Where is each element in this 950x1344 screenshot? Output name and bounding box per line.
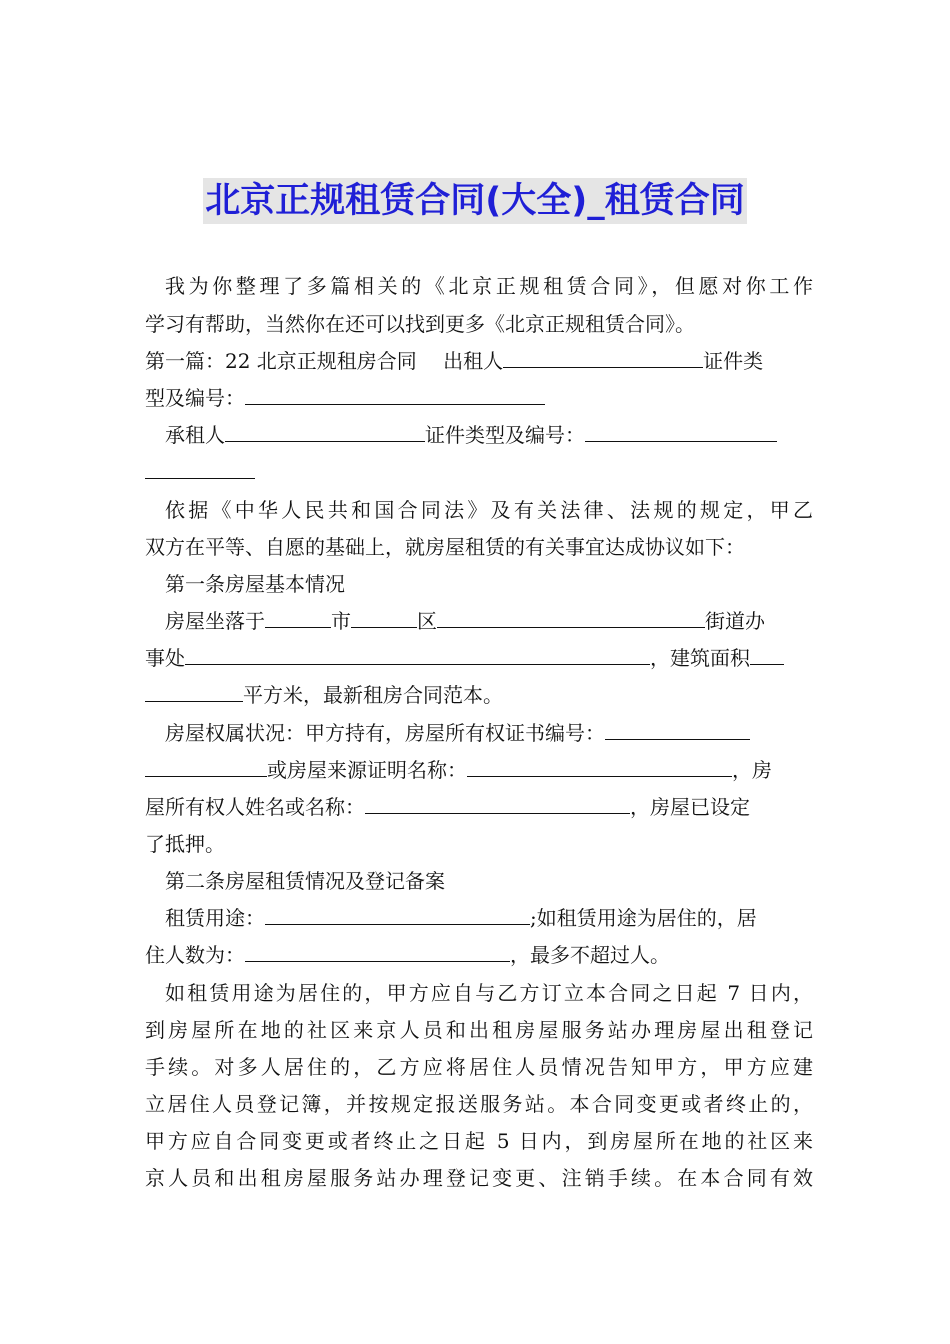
blank-cert-no xyxy=(605,717,750,740)
line-text: 街道办 xyxy=(705,609,765,633)
blank-owner-name xyxy=(365,791,630,814)
blank-usage xyxy=(265,902,530,925)
line-text: ，建筑面积 xyxy=(650,646,750,670)
paragraph-line xyxy=(145,900,757,936)
paragraph-line: 依据《中华人民共和国合同法》及有关法律、法规的规定，甲乙 xyxy=(165,498,813,522)
blank-lessee-id xyxy=(585,419,777,442)
line-text: ，最多不超过人。 xyxy=(510,943,670,967)
paragraph-line: 学习有帮助，当然你在还可以找到更多《北京正规租赁合同》。 xyxy=(145,312,695,336)
line-text: 证件类型及编号： xyxy=(425,423,585,447)
line-text: 或房屋来源证明名称： xyxy=(267,758,467,782)
paragraph-line: 到房屋所在地的社区来京人员和出租房屋服务站办理房屋出租登记 xyxy=(145,1018,813,1042)
blank-lessor xyxy=(503,345,703,368)
blank-office xyxy=(185,642,650,665)
line-text: ，房屋已设定 xyxy=(630,795,750,819)
line-text: 区 xyxy=(417,609,437,633)
paragraph-line: 手续。对多人居住的，乙方应将居住人员情况告知甲方，甲方应建 xyxy=(145,1055,813,1079)
blank-lessee xyxy=(225,419,425,442)
section-heading: 第一条房屋基本情况 xyxy=(165,572,345,596)
line-text: 承租人 xyxy=(165,423,225,447)
section-heading: 第二条房屋租赁情况及登记备案 xyxy=(165,869,445,893)
blank-street xyxy=(437,605,705,628)
blank-area-cont xyxy=(145,679,243,702)
paragraph-line xyxy=(145,454,255,490)
blank-lessee-id-cont xyxy=(145,456,255,479)
paragraph-line xyxy=(145,937,670,973)
line-text: 型及编号： xyxy=(145,386,245,410)
blank-city xyxy=(265,605,331,628)
line-text: 平方米，最新租房合同范本。 xyxy=(243,683,503,707)
title-container xyxy=(0,178,950,224)
paragraph-line xyxy=(145,603,765,639)
blank-district xyxy=(351,605,417,628)
paragraph-line xyxy=(145,640,784,676)
paragraph-line xyxy=(145,752,772,788)
paragraph-line xyxy=(145,789,750,825)
line-text: 事处 xyxy=(145,646,185,670)
line-text: 房屋权属状况：甲方持有，房屋所有权证书编号： xyxy=(165,721,605,745)
blank-occupants xyxy=(245,939,510,962)
paragraph-line: 如租赁用途为居住的，甲方应自与乙方订立本合同之日起 7 日内， xyxy=(165,981,813,1005)
blank-cert-no-cont xyxy=(145,754,267,777)
paragraph-line: 立居住人员登记簿，并按规定报送服务站。本合同变更或者终止的， xyxy=(145,1092,813,1116)
line-text: 第一篇：22 北京正规租房合同 出租人 xyxy=(145,349,504,373)
line-text: 屋所有权人姓名或名称： xyxy=(145,795,365,819)
paragraph-line: 我为你整理了多篇相关的《北京正规租赁合同》，但愿对你工作 xyxy=(165,274,813,298)
line-text: ，房 xyxy=(732,758,772,782)
paragraph-line: 双方在平等、自愿的基础上，就房屋租赁的有关事宜达成协议如下： xyxy=(145,535,745,559)
blank-area xyxy=(750,642,784,665)
paragraph-line xyxy=(145,417,777,453)
paragraph-line: 甲方应自合同变更或者终止之日起 5 日内，到房屋所在地的社区来 xyxy=(145,1129,813,1153)
blank-lessor-id xyxy=(245,382,545,405)
paragraph-line xyxy=(145,677,503,713)
paragraph-line xyxy=(145,715,750,751)
line-text: 租赁用途： xyxy=(165,906,265,930)
paragraph-line: 了抵押。 xyxy=(145,832,225,856)
line-text: ;如租赁用途为居住的，居 xyxy=(530,906,757,930)
line-text: 房屋坐落于 xyxy=(165,609,265,633)
line-text: 证件类 xyxy=(703,349,764,373)
line-text: 住人数为： xyxy=(145,943,245,967)
line-text: 市 xyxy=(331,609,351,633)
paragraph-line xyxy=(145,380,545,416)
paragraph-line: 京人员和出租房屋服务站办理登记变更、注销手续。在本合同有效 xyxy=(145,1166,813,1190)
blank-source-name xyxy=(467,754,732,777)
paragraph-line xyxy=(145,343,763,379)
document-title: 北京正规租赁合同(大全)_租赁合同 xyxy=(203,178,747,224)
